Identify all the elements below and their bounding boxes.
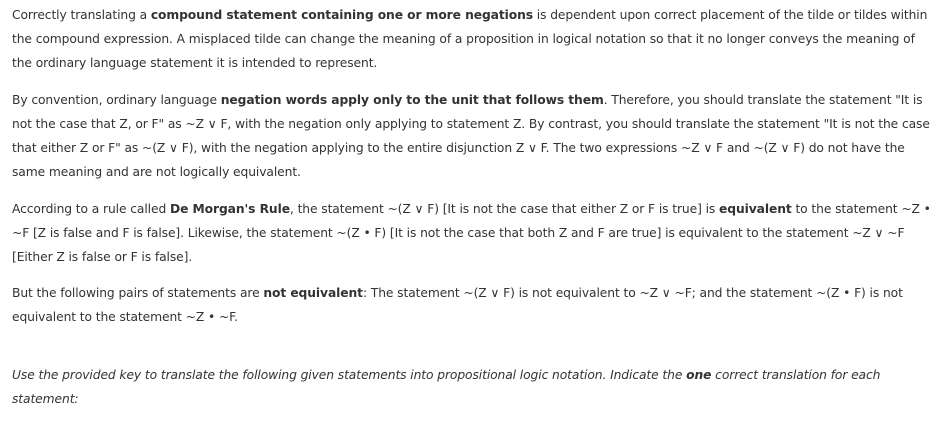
text-run: Correctly translating a: [12, 8, 151, 22]
paragraph-negation-convention: [12, 88, 932, 184]
text-run: is dependent upon correct placement of the tilde or tildes within the compound expression. A misplaced tilde can change the meaning of a proposition in logical notation so that it no longer conveys the meaning of the ordinary language statement it is intended to represent.: [12, 8, 928, 70]
paragraph-not-equivalent: [12, 281, 932, 329]
paragraph-compound-negations: [12, 3, 932, 75]
text-run: Use the provided key to translate the following given statements into propositional logic notation. Indicate the: [12, 368, 687, 382]
paragraph-de-morgans-rule: [12, 197, 932, 269]
text-run: , the statement ~(Z ∨ F) [It is not the case that either Z or F is true] is: [289, 202, 720, 216]
bold-term: De Morgan's Rule: [169, 202, 290, 216]
text-run: : The statement ~(Z ∨ F) is not equivalent to ~Z ∨ ~F; and the statement ~(Z • F) is not equivalent to the statement ~Z • ~F.: [12, 286, 903, 324]
bold-term: equivalent: [719, 202, 792, 216]
bold-term: not equivalent: [263, 286, 363, 300]
text-run: By convention, ordinary language: [12, 93, 221, 107]
bold-term: compound statement containing one or more negations: [150, 8, 533, 22]
instructions-text: [12, 363, 932, 411]
text-run: But the following pairs of statements are: [12, 286, 264, 300]
bold-term: negation words apply only to the unit that follows them: [220, 93, 604, 107]
text-run: correct translation for each statement:: [12, 368, 881, 406]
text-run: to the statement ~Z • ~F [Z is false and F is false]. Likewise, the statement ~(Z • F) [It is not the case that both Z and F are true] is equivalent to the statement ~Z ∨ ~F [Either Z is false or F is false].: [12, 202, 931, 264]
text-run: . Therefore, you should translate the statement "It is not the case that Z, or F" as ~Z ∨ F, with the negation only applying to statement Z. By contrast, you should translate the statement "It is not the case that either Z or F" as ~(Z ∨ F), with the negation applying to the entire disjunction Z ∨ F. The two expressions ~Z ∨ F and ~(Z ∨ F) do not have the same meaning and are not logically equivalent.: [12, 93, 930, 179]
text-run: According to a rule called: [12, 202, 170, 216]
bold-term: one: [686, 368, 712, 382]
